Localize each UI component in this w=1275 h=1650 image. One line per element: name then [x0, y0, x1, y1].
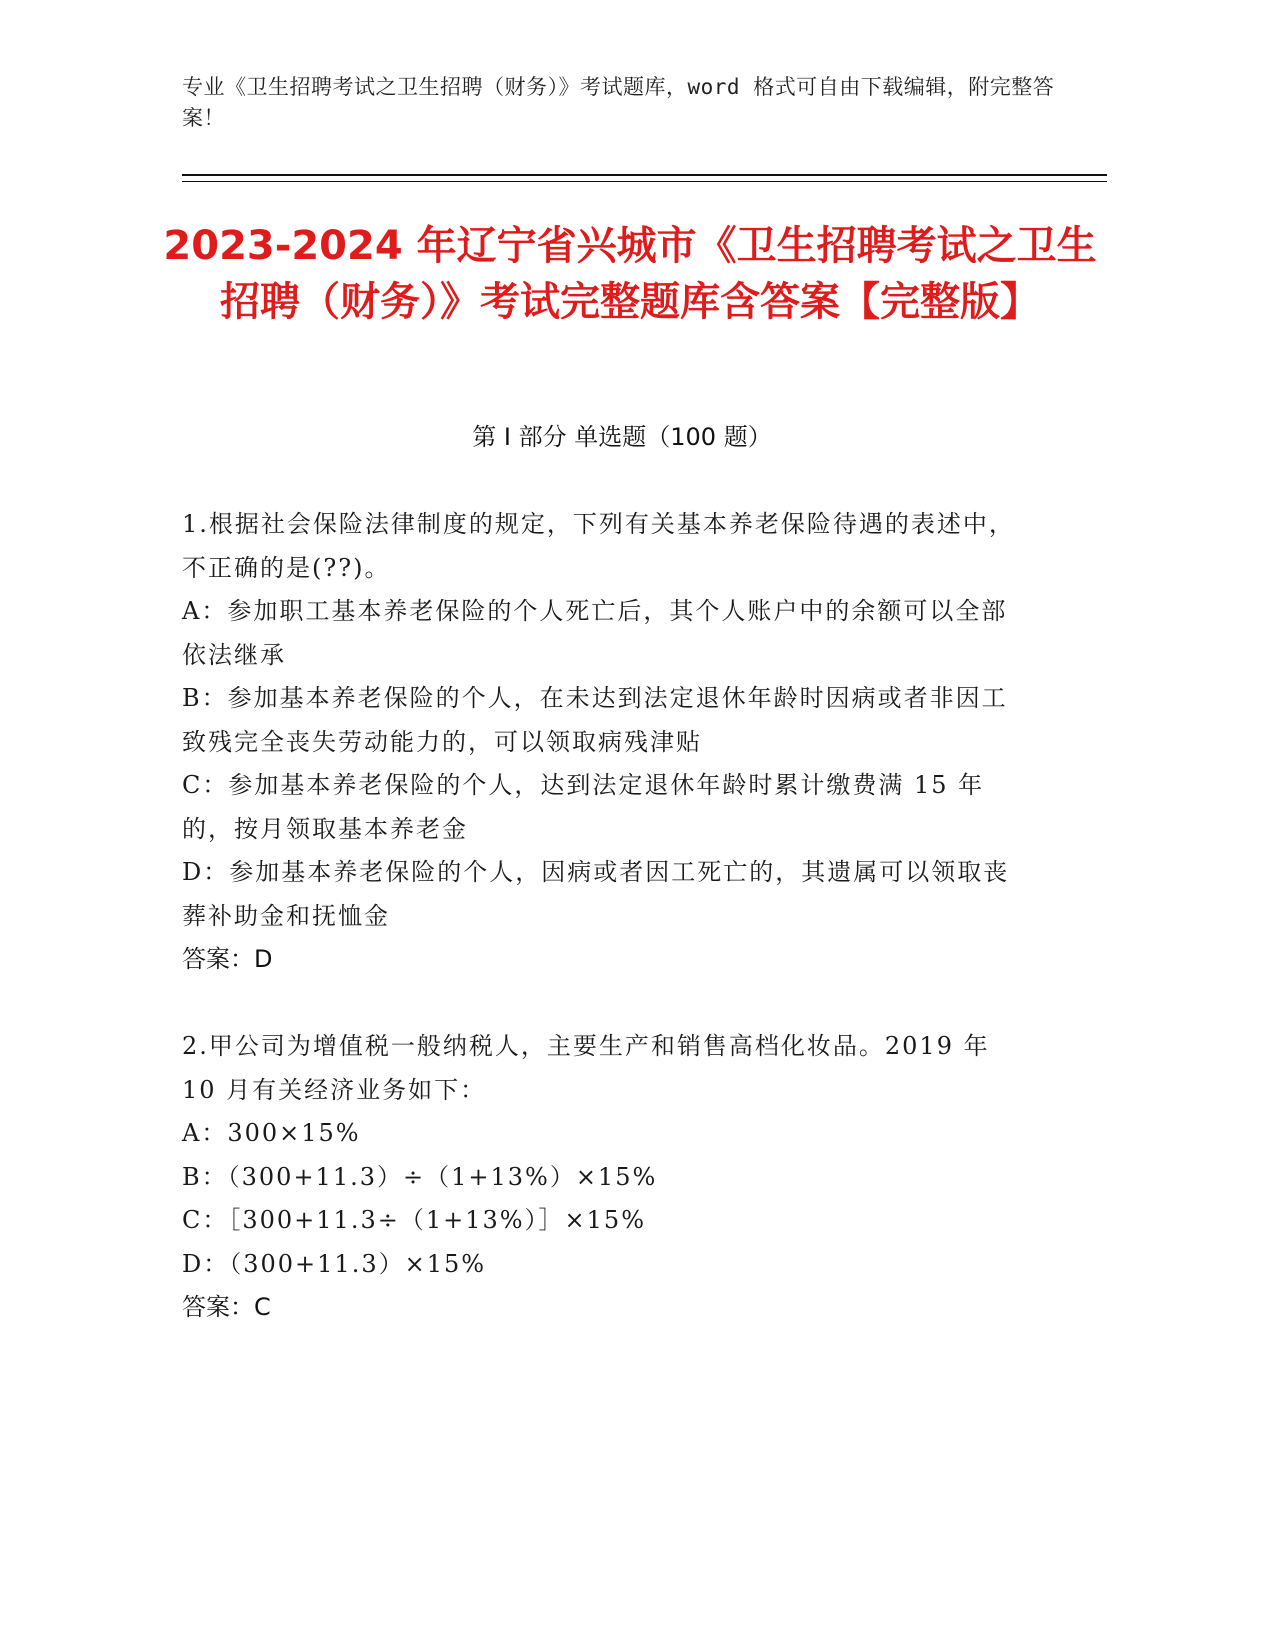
question-stem: 1.根据社会保险法律制度的规定，下列有关基本养老保险待遇的表述中，不正确的是(??)。	[182, 510, 1015, 582]
answer-line: 答案：D	[182, 945, 273, 973]
option-a: A：参加职工基本养老保险的个人死亡后，其个人账户中的余额可以全部依法继承	[182, 597, 1008, 669]
question-stem: 2.甲公司为增值税一般纳税人，主要生产和销售高档化妆品。2019 年 10 月有关经济业务如下：	[182, 1032, 990, 1104]
option-d: D：参加基本养老保险的个人，因病或者因工死亡的，其遗属可以领取丧葬补助金和抚恤金	[182, 858, 1010, 930]
header-note: 专业《卫生招聘考试之卫生招聘（财务）》考试题库，word 格式可自由下载编辑，附完整答案！	[182, 75, 1055, 130]
header-divider-thin	[182, 181, 1107, 182]
option-d: D：（300+11.3）×15%	[182, 1249, 487, 1278]
header-divider-thick	[182, 174, 1107, 176]
option-c: C：参加基本养老保险的个人，达到法定退休年龄时累计缴费满 15 年的，按月领取基本养老金	[182, 771, 985, 843]
question-2	[182, 1025, 1032, 1330]
option-a: A：300×15%	[182, 1119, 361, 1147]
document-title: 2023-2024 年辽宁省兴城市《卫生招聘考试之卫生招聘（财务）》考试完整题库含答案【完整版】	[163, 223, 1097, 325]
section-heading: 第 I 部分 单选题（100 题）	[472, 423, 772, 451]
question-1	[182, 503, 1032, 982]
option-b: B：（300+11.3）÷（1+13%）×15%	[182, 1162, 658, 1191]
option-c: C：［300+11.3÷（1+13%）］×15%	[182, 1206, 647, 1234]
option-b: B：参加基本养老保险的个人，在未达到法定退休年龄时因病或者非因工致残完全丧失劳动能力的，可以领取病残津贴	[182, 684, 1008, 756]
answer-line: 答案：C	[182, 1293, 271, 1321]
